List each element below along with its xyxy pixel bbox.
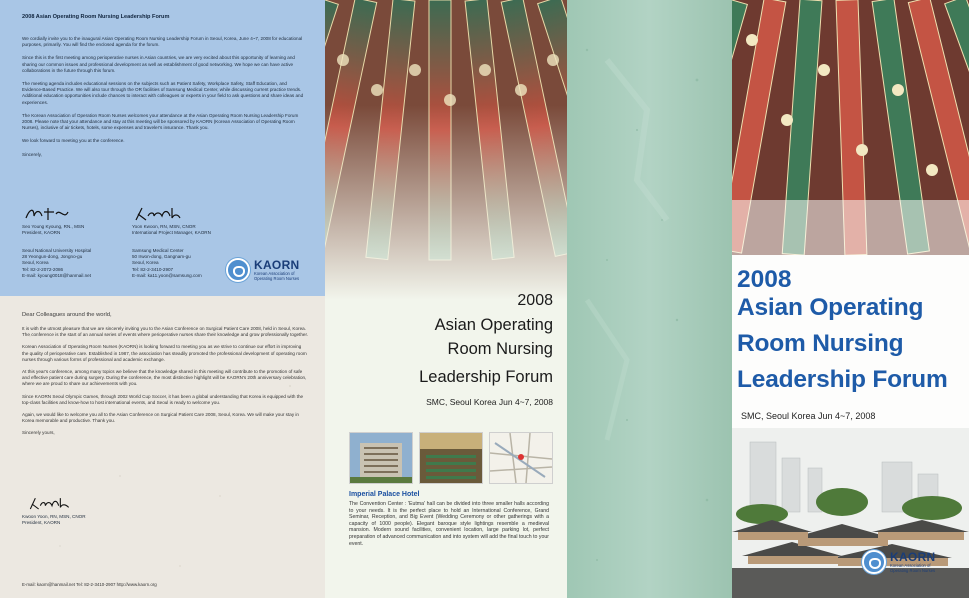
hotel-exterior-photo — [349, 432, 413, 484]
address-line: Tel: 82-2-3410-2907 — [132, 266, 174, 272]
cover-panel — [732, 0, 969, 598]
letter-title: 2008 Asian Operating Room Nursing Leadership Forum — [22, 14, 170, 20]
letter-paragraph: The meeting agenda includes educational sessions on the subjects such as Patient Safety, Workplace Safety, Staff Education, and Evidence-Based Practice. We will also tour through the OR facilities of Samsung Medical Center, while discussing current practice trends. Additional education opportunities include chances to interact with colleagues or experts in your field to ask questions and share ideas and experiences. — [22, 81, 304, 105]
logo-subtitle: Operating Room Nurses — [890, 568, 936, 573]
middle-subtitle: SMC, Seoul Korea Jun 4~7, 2008 — [426, 397, 553, 407]
signer-1-name: Seo Young Kyoung, RN., MSN — [22, 224, 85, 229]
address-line: E-mail: kyoung0018@hanmail.net — [22, 272, 92, 278]
letter-paragraph: We cordially invite you to the inaugural Asian Operating Room Nursing Leadership Forum in Seoul, Korea, June 4~7, 2008 for educational purposes, primarily. You will find the enclosed agenda for the forum. — [22, 36, 303, 48]
cover-subtitle: SMC, Seoul Korea Jun 4~7, 2008 — [741, 411, 876, 421]
address-1 — [22, 248, 122, 279]
address-line: 28 Yeongun-dong, Jongno-gu — [22, 254, 83, 260]
greeting: Dear Colleagues around the world, — [22, 312, 112, 318]
signer-2 — [132, 204, 242, 236]
middle-title-line-3: Leadership Forum — [419, 368, 553, 386]
address-line: Tel: 82-2-2072-2086 — [22, 266, 64, 272]
middle-year: 2008 — [517, 292, 553, 309]
logo-subtitle: Operating Room Nurses — [254, 276, 300, 281]
middle-title-line-2: Room Nursing — [447, 340, 553, 358]
kaorn-emblem-icon — [226, 258, 250, 282]
letter-panel — [0, 0, 325, 598]
middle-panel — [325, 0, 567, 598]
contact-footer: E-mail: kaorn@hanmail.net Tel: 82-2-3410-2907 http://www.kaorn.org — [22, 582, 157, 587]
kaorn-logo — [226, 258, 300, 282]
signature-2 — [132, 204, 192, 224]
address-line: E-mail: ka11.yoon@samsung.com — [132, 272, 202, 278]
middle-title-line-1: Asian Operating — [434, 316, 553, 334]
logo-subtitle: Korean Association of — [254, 271, 295, 276]
address-line: Seoul, Korea — [22, 260, 49, 266]
address-line: 50 Irwon-dong, Gangnam-gu — [132, 254, 191, 260]
kaorn-emblem-icon — [862, 550, 886, 574]
invitation-letter — [0, 0, 325, 296]
letter-body — [22, 36, 304, 165]
welcome-paragraph: Again, we would like to welcome you all to the Asian Conference on Surgical Patient Care 2008, Seoul, Korea. We will make your stay in Korea memorable and productive. Thank you. — [22, 412, 299, 424]
letter-paragraph: The Korean Association of Operation Room Nurses welcomes your attendance at the Asian Operating Room Nursing Leadership Forum 2008. Please note that your attendance and stay at this meeting will be sponsored by KAORN (Korean Association of Operating Room Nurses), inclusive of air tickets, hotels, some expenses and traveler's insurance. Thank you. — [22, 112, 299, 131]
welcome-paragraph: Since KAORN Seoul Olympic Games, through 2002 World Cup Soccer, it has been a global understanding that Korea is equipped with the top-class facilities and know-how to host international events, and Seoul is ready to welcome you. — [22, 393, 304, 405]
signature-1 — [22, 204, 82, 224]
cover-year: 2008 — [737, 266, 792, 293]
signer-1 — [22, 204, 112, 236]
welcome-body — [22, 326, 308, 443]
image-fade — [325, 0, 567, 300]
signer-3-name: Kwoon Yoon, RN, MSN, CNOR — [22, 514, 86, 519]
address-line: Seoul National University Hospital — [22, 248, 92, 253]
temple-eaves-cover-image — [732, 0, 969, 255]
cover-title-line-2: Room Nursing — [737, 330, 904, 357]
address-line: Samsung Medical Center — [132, 248, 184, 253]
letter-paragraph: We look forward to meeting you at the conference. — [22, 138, 125, 144]
letter-paragraph: Since this is the first meeting among perioperative nurses in Asian countries, we are very excited about this opportunity of learning and sharing our common issues and professional development as well as establishment of good networking. We hope we can have active collaborations in the future through this forum. — [22, 55, 295, 73]
convention-hall-photo — [419, 432, 483, 484]
signer-2-title: International Project Manager, KAORN — [132, 230, 211, 236]
address-2 — [132, 248, 232, 279]
logo-name: KAORN — [890, 550, 936, 564]
welcome-paragraph: It is with the utmost pleasure that we are sincerely inviting you to the Asian Conference on Surgical Patient Care 2008, held in Seoul, Korea. The conference is the start of an annual series of events where perioperative nurses share their knowledge and grow professionally together. — [22, 326, 308, 338]
signer-2-name: Yoon Kwoon, RN, MSN, CNOR — [132, 224, 196, 229]
signature-3 — [22, 494, 82, 514]
green-panel — [567, 0, 732, 598]
welcome-paragraph: At this year's conference, among many topics we believe that the knowledge shared in this meeting will contribute to the promotion of safe and effective patient care during surgery. During the conference, the most distinctive highlight will be KAORN's 20th anniversary celebration, where we are proud to share our achievements with you. — [22, 369, 307, 387]
logo-name: KAORN — [254, 258, 300, 272]
signer-3-title: President, KAORN — [22, 520, 61, 526]
address-line: Seoul, Korea — [132, 260, 159, 266]
kaorn-logo-cover — [862, 550, 936, 574]
letter-closing: Sincerely, — [22, 151, 42, 157]
welcome-paragraph: Korean Association of Operating Room Nurses (KAORN) is looking forward to meeting you as we strive to continue our effort in improving the quality of perioperative care. Established in 1987, the association has steadily promoted the professional development of operating room nurses through various forms of professional and academic exchange. — [22, 344, 307, 362]
logo-subtitle: Korean Association of — [890, 563, 931, 568]
signer-3 — [22, 494, 142, 526]
signer-1-title: President, KAORN — [22, 230, 61, 236]
welcome-closing: Sincerely yours, — [22, 430, 55, 436]
hotel-title: Imperial Palace Hotel — [349, 491, 420, 498]
hotel-description: The Convention Center : 'Eutma' hall can be divided into three smaller halls according to your needs. It is the perfect place to hold an International Conference, Grand Seminar, Reception, and Big Event (Wedding Ceremony or other gatherings with a capacity of 1000 people). Elegant baroque style lightings resemble a medieval mansion. Modern sound facilities, convenient location, large parking lot, perfect preparation of advanced communication and into system will add the final touch to your event. — [349, 501, 549, 547]
cover-title-line-1: Asian Operating — [737, 294, 924, 321]
cover-title-line-3: Leadership Forum — [737, 366, 948, 393]
location-map-image — [489, 432, 553, 484]
green-texture — [567, 0, 732, 598]
